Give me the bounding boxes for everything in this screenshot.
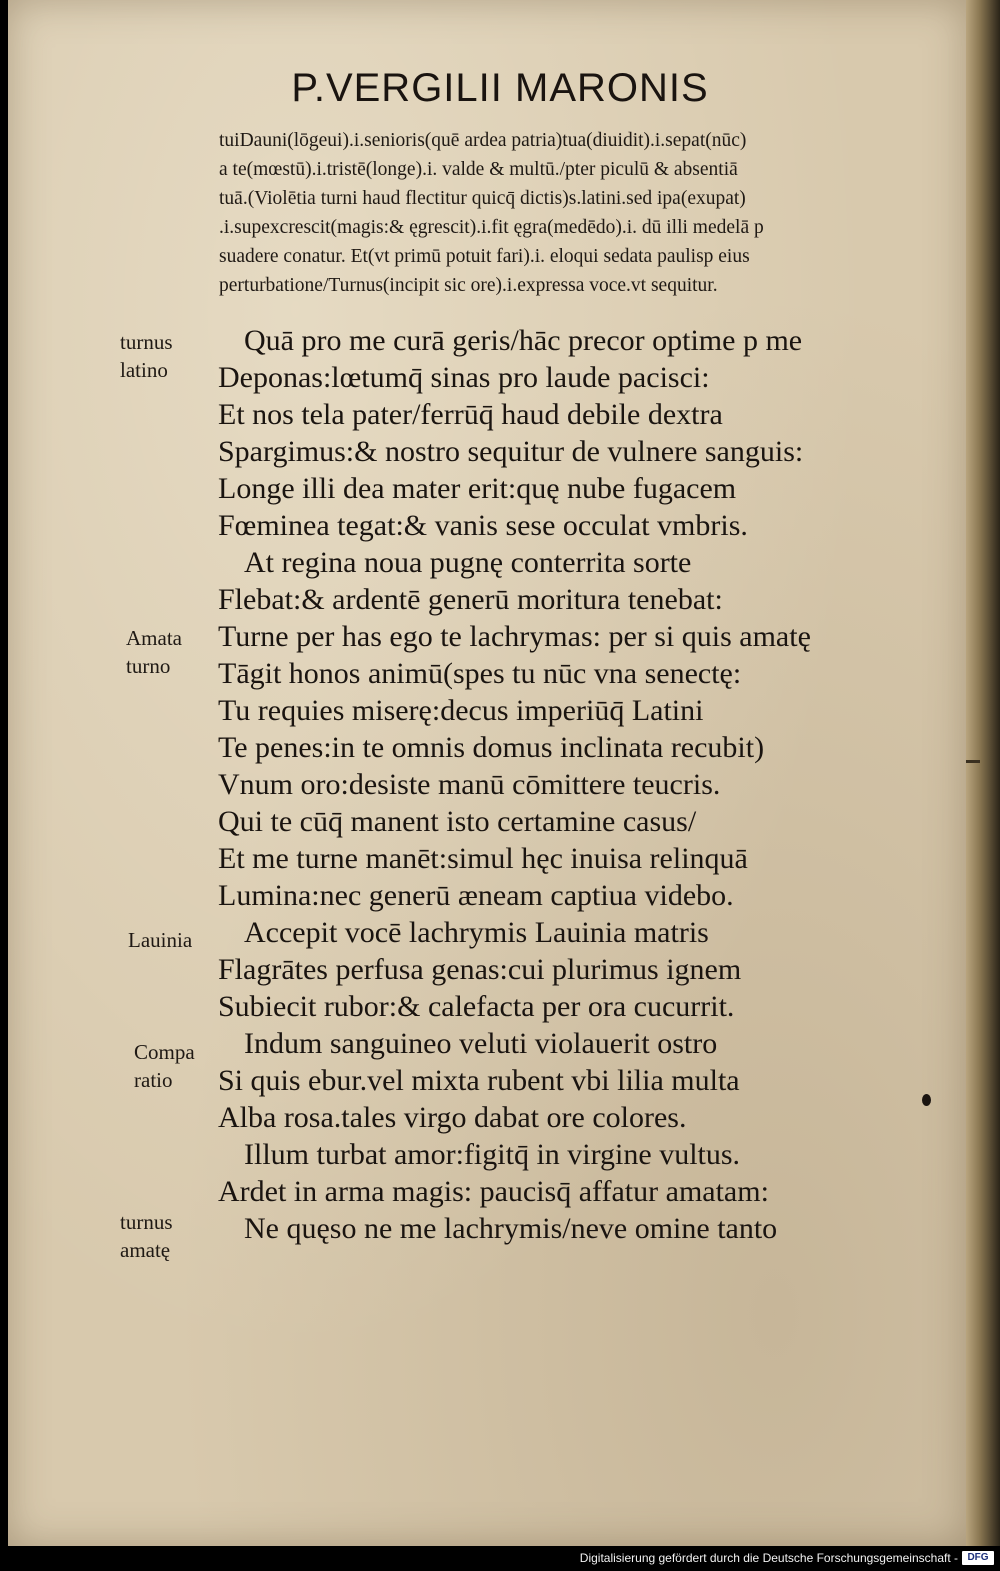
commentary-line: perturbatione/Turnus(incipit sic ore).i.expressa voce.vt sequitur. xyxy=(219,275,718,296)
commentary-line: suadere conatur. Et(vt primū potuit fari).i. eloqui sedata paulisp eius xyxy=(219,246,750,267)
margin-note-line: amatę xyxy=(120,1238,171,1262)
running-head: P.VERGILII MARONIS xyxy=(291,66,709,110)
footer-credit: Digitalisierung gefördert durch die Deutsche Forschungsgemeinschaft - xyxy=(579,1551,958,1565)
commentary-line: a te(mœstū).i.tristē(longe).i. valde & multū./pter piculū & absentiā xyxy=(219,159,738,180)
margin-note-line: turno xyxy=(126,654,171,678)
margin-note-line: Lauinia xyxy=(128,928,193,952)
verse-line: Tu requies miserę:decus imperiūq̄ Latini xyxy=(218,694,704,727)
page-fold-mark xyxy=(966,760,980,763)
verse-line: Si quis ebur.vel mixta rubent vbi lilia multa xyxy=(218,1064,740,1097)
verse-line: Indum sanguineo veluti violauerit ostro xyxy=(244,1027,718,1060)
verse-line: Spargimus:& nostro sequitur de vulnere sanguis: xyxy=(218,435,804,468)
verse-line: Longe illi dea mater erit:quę nube fugacem xyxy=(218,472,737,505)
margin-note-turnus-latino xyxy=(120,328,173,384)
verse-line: Lumina:nec generū æneam captiua videbo. xyxy=(218,879,734,912)
verse-line: Flagrātes perfusa genas:cui plurimus ignem xyxy=(218,953,742,986)
commentary-line: tuā.(Violētia turni haud flectitur quicq̄ dictis)s.latini.sed ipa(exupat) xyxy=(219,188,746,209)
verse-line: Accepit vocē lachrymis Lauinia matris xyxy=(244,916,709,949)
commentary-line: .i.supexcrescit(magis:& ęgrescit).i.fit ęgra(medēdo).i. dū illi medelā p xyxy=(219,217,764,238)
margin-note-line: turnus xyxy=(120,1210,173,1234)
verse-line: Te penes:in te omnis domus inclinata recubit) xyxy=(218,731,765,764)
commentary-block xyxy=(219,126,949,300)
verse-line: Turne per has ego te lachrymas: per si quis amatę xyxy=(218,620,811,653)
verse-line: Flebat:& ardentē generū moritura tenebat: xyxy=(218,583,723,616)
verse-line: Et me turne manēt:simul hęc inuisa relinquā xyxy=(218,842,748,875)
verse-line: Deponas:lœtumq̄ sinas pro laude pacisci: xyxy=(218,361,710,394)
margin-note-turnus-amatae xyxy=(120,1208,173,1264)
verse-line: Subiecit rubor:& calefacta per ora cucurrit. xyxy=(218,990,735,1023)
margin-note-line: latino xyxy=(120,358,168,382)
verse-line: Illum turbat amor:figitq̄ in virgine vultus. xyxy=(244,1138,741,1171)
verse-line: Alba rosa.tales virgo dabat ore colores. xyxy=(218,1101,687,1134)
margin-note-line: Amata xyxy=(126,626,182,650)
verse-line: Ne quęso ne me lachrymis/neve omine tanto xyxy=(244,1212,778,1245)
dfg-logo-icon: DFG xyxy=(962,1551,994,1565)
verse-block xyxy=(218,322,948,1247)
verse-line: Et nos tela pater/ferrūq̄ haud debile dextra xyxy=(218,398,723,431)
commentary-line: tuiDauni(lōgeui).i.senioris(quē ardea patria)tua(diuidit).i.sepat(nūc) xyxy=(219,130,747,151)
margin-note-comparatio xyxy=(134,1038,195,1094)
verse-line: Fœminea tegat:& vanis sese occulat vmbris. xyxy=(218,509,748,542)
verse-line: Quā pro me curā geris/hāc precor optime p me xyxy=(244,324,803,357)
verse-line: Qui te cūq̄ manent isto certamine casus/ xyxy=(218,805,697,838)
margin-note-lauinia xyxy=(128,926,192,954)
verse-line: Vnum oro:desiste manū cōmittere teucris. xyxy=(218,768,721,801)
ink-spot-icon xyxy=(922,1094,931,1106)
verse-line: Ardet in arma magis: paucisq̄ affatur amatam: xyxy=(218,1175,769,1208)
verse-line: Tāgit honos animū(spes tu nūc vna senectę: xyxy=(218,657,742,690)
margin-note-line: ratio xyxy=(134,1068,173,1092)
margin-note-line: turnus xyxy=(120,330,173,354)
margin-note-amata-turno xyxy=(126,624,182,680)
page-edge xyxy=(966,0,1000,1546)
verse-line: At regina noua pugnę conterrita sorte xyxy=(244,546,692,579)
digitization-footer xyxy=(0,1546,1000,1571)
margin-note-line: Compa xyxy=(134,1040,195,1064)
